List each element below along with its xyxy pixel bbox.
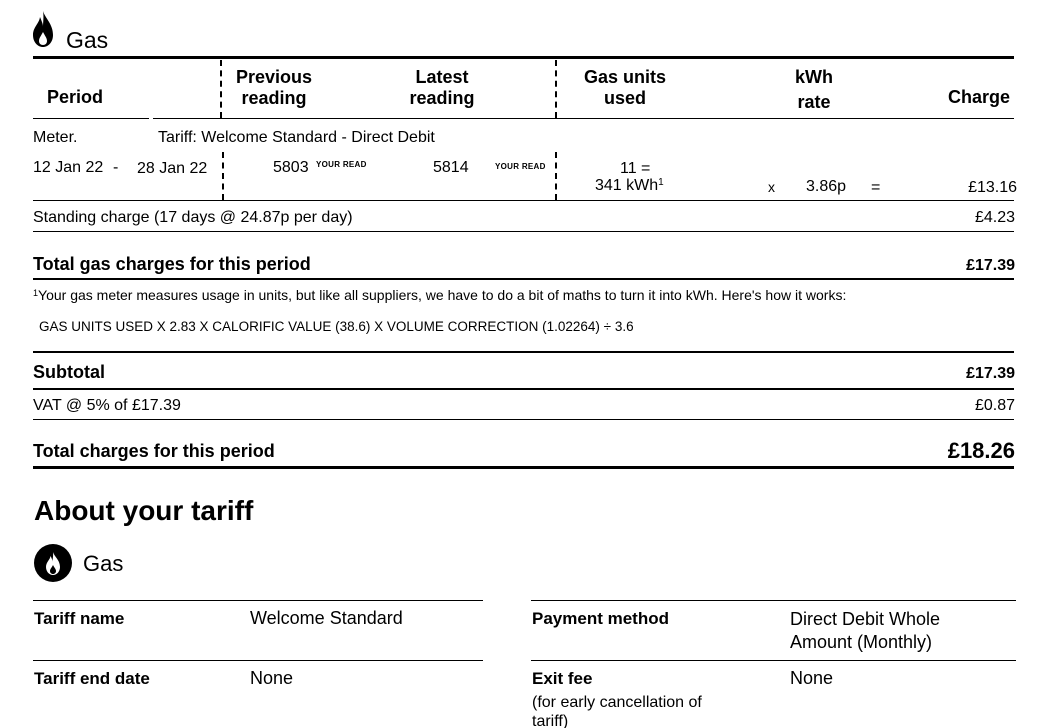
period-dash: - xyxy=(113,159,119,176)
exit-fee-value: None xyxy=(790,668,834,688)
col-header-period: Period xyxy=(47,87,104,107)
detail-rule xyxy=(531,600,1016,601)
meter-label: Meter. xyxy=(33,129,78,146)
tariff-name-value: Welcome Standard xyxy=(250,608,403,628)
latest-read-type: YOUR READ xyxy=(495,162,546,171)
total-gas-label: Total gas charges for this period xyxy=(33,254,311,274)
row-rule xyxy=(33,278,1014,280)
footnote-mark: 1 xyxy=(658,177,664,188)
kwh-formula: GAS UNITS USED X 2.83 X CALORIFIC VALUE (38.6) X VOLUME CORRECTION (1.02264) ÷ 3.6 xyxy=(39,319,634,334)
col-header-previous-reading: Previous reading xyxy=(235,67,313,108)
payment-method-label: Payment method xyxy=(532,609,669,628)
column-divider xyxy=(555,152,557,200)
about-fuel-label: Gas xyxy=(83,551,124,576)
row-rule xyxy=(33,419,1014,420)
vat-label: VAT @ 5% of £17.39 xyxy=(33,397,181,414)
column-divider xyxy=(220,60,222,118)
exit-fee-note: (for early cancellation of tariff) xyxy=(532,694,702,728)
period-end: 28 Jan 22 xyxy=(137,160,208,177)
detail-rule xyxy=(33,600,483,601)
col-header-latest-reading: Latest reading xyxy=(409,67,475,108)
footnote-mark: 1 xyxy=(33,288,39,298)
flame-circle-icon xyxy=(34,544,72,582)
about-tariff-heading: About your tariff xyxy=(34,495,254,526)
total-gas-amount: £17.39 xyxy=(966,257,1015,274)
previous-reading-value: 5803 xyxy=(273,159,309,176)
previous-read-type: YOUR READ xyxy=(316,160,367,169)
gas-section-title: Gas xyxy=(66,27,109,53)
exit-fee-label: Exit fee xyxy=(532,669,593,688)
tariff-label: Tariff: Welcome Standard - Direct Debit xyxy=(158,129,435,146)
footnote-text: $^1$Your gas meter measures usage in units, but like all suppliers, we have to do a bit of maths to turn it into kWh. Here's how it works: xyxy=(33,287,847,303)
row-rule xyxy=(33,351,1014,353)
standing-charge-label: Standing charge (17 days @ 24.87p per day) xyxy=(33,209,353,226)
detail-rule xyxy=(531,660,1016,661)
energy-charge-value: £13.16 xyxy=(968,179,1017,196)
row-rule xyxy=(33,231,1014,232)
units-used-value: 11 = xyxy=(620,160,651,177)
subtotal-label: Subtotal xyxy=(33,362,105,382)
row-rule xyxy=(33,388,1014,390)
col-header-gas-units-used: Gas units used xyxy=(583,67,667,108)
tariff-end-label: Tariff end date xyxy=(34,669,150,688)
tariff-name-label: Tariff name xyxy=(34,609,125,628)
header-top-rule xyxy=(33,56,1014,59)
col-header-kwh-rate: kWh rate xyxy=(795,67,833,112)
header-bottom-rule xyxy=(153,118,1014,119)
column-divider xyxy=(555,60,557,118)
total-charges-label: Total charges for this period xyxy=(33,441,275,461)
kwh-rate-value: 3.86p xyxy=(806,178,847,195)
total-charges-amount: £18.26 xyxy=(947,438,1015,463)
flame-icon xyxy=(32,10,54,48)
equals-sign: = xyxy=(871,179,881,196)
kwh-used-value: 341 kWh$^1$ xyxy=(595,177,664,194)
payment-method-value: Direct Debit Whole Amount (Monthly) xyxy=(790,609,941,652)
header-bottom-rule xyxy=(33,118,149,119)
tariff-end-value: None xyxy=(250,668,294,688)
standing-charge-amount: £4.23 xyxy=(974,209,1015,226)
period-start: 12 Jan 22 xyxy=(33,159,104,176)
subtotal-amount: £17.39 xyxy=(966,365,1015,382)
col-header-charge: Charge xyxy=(948,87,1011,107)
latest-reading-value: 5814 xyxy=(433,159,469,176)
detail-rule xyxy=(33,660,483,661)
total-rule xyxy=(33,466,1014,469)
vat-amount: £0.87 xyxy=(974,397,1015,414)
column-divider xyxy=(222,152,224,200)
row-rule xyxy=(33,200,1014,201)
times-sign: x xyxy=(768,179,775,195)
